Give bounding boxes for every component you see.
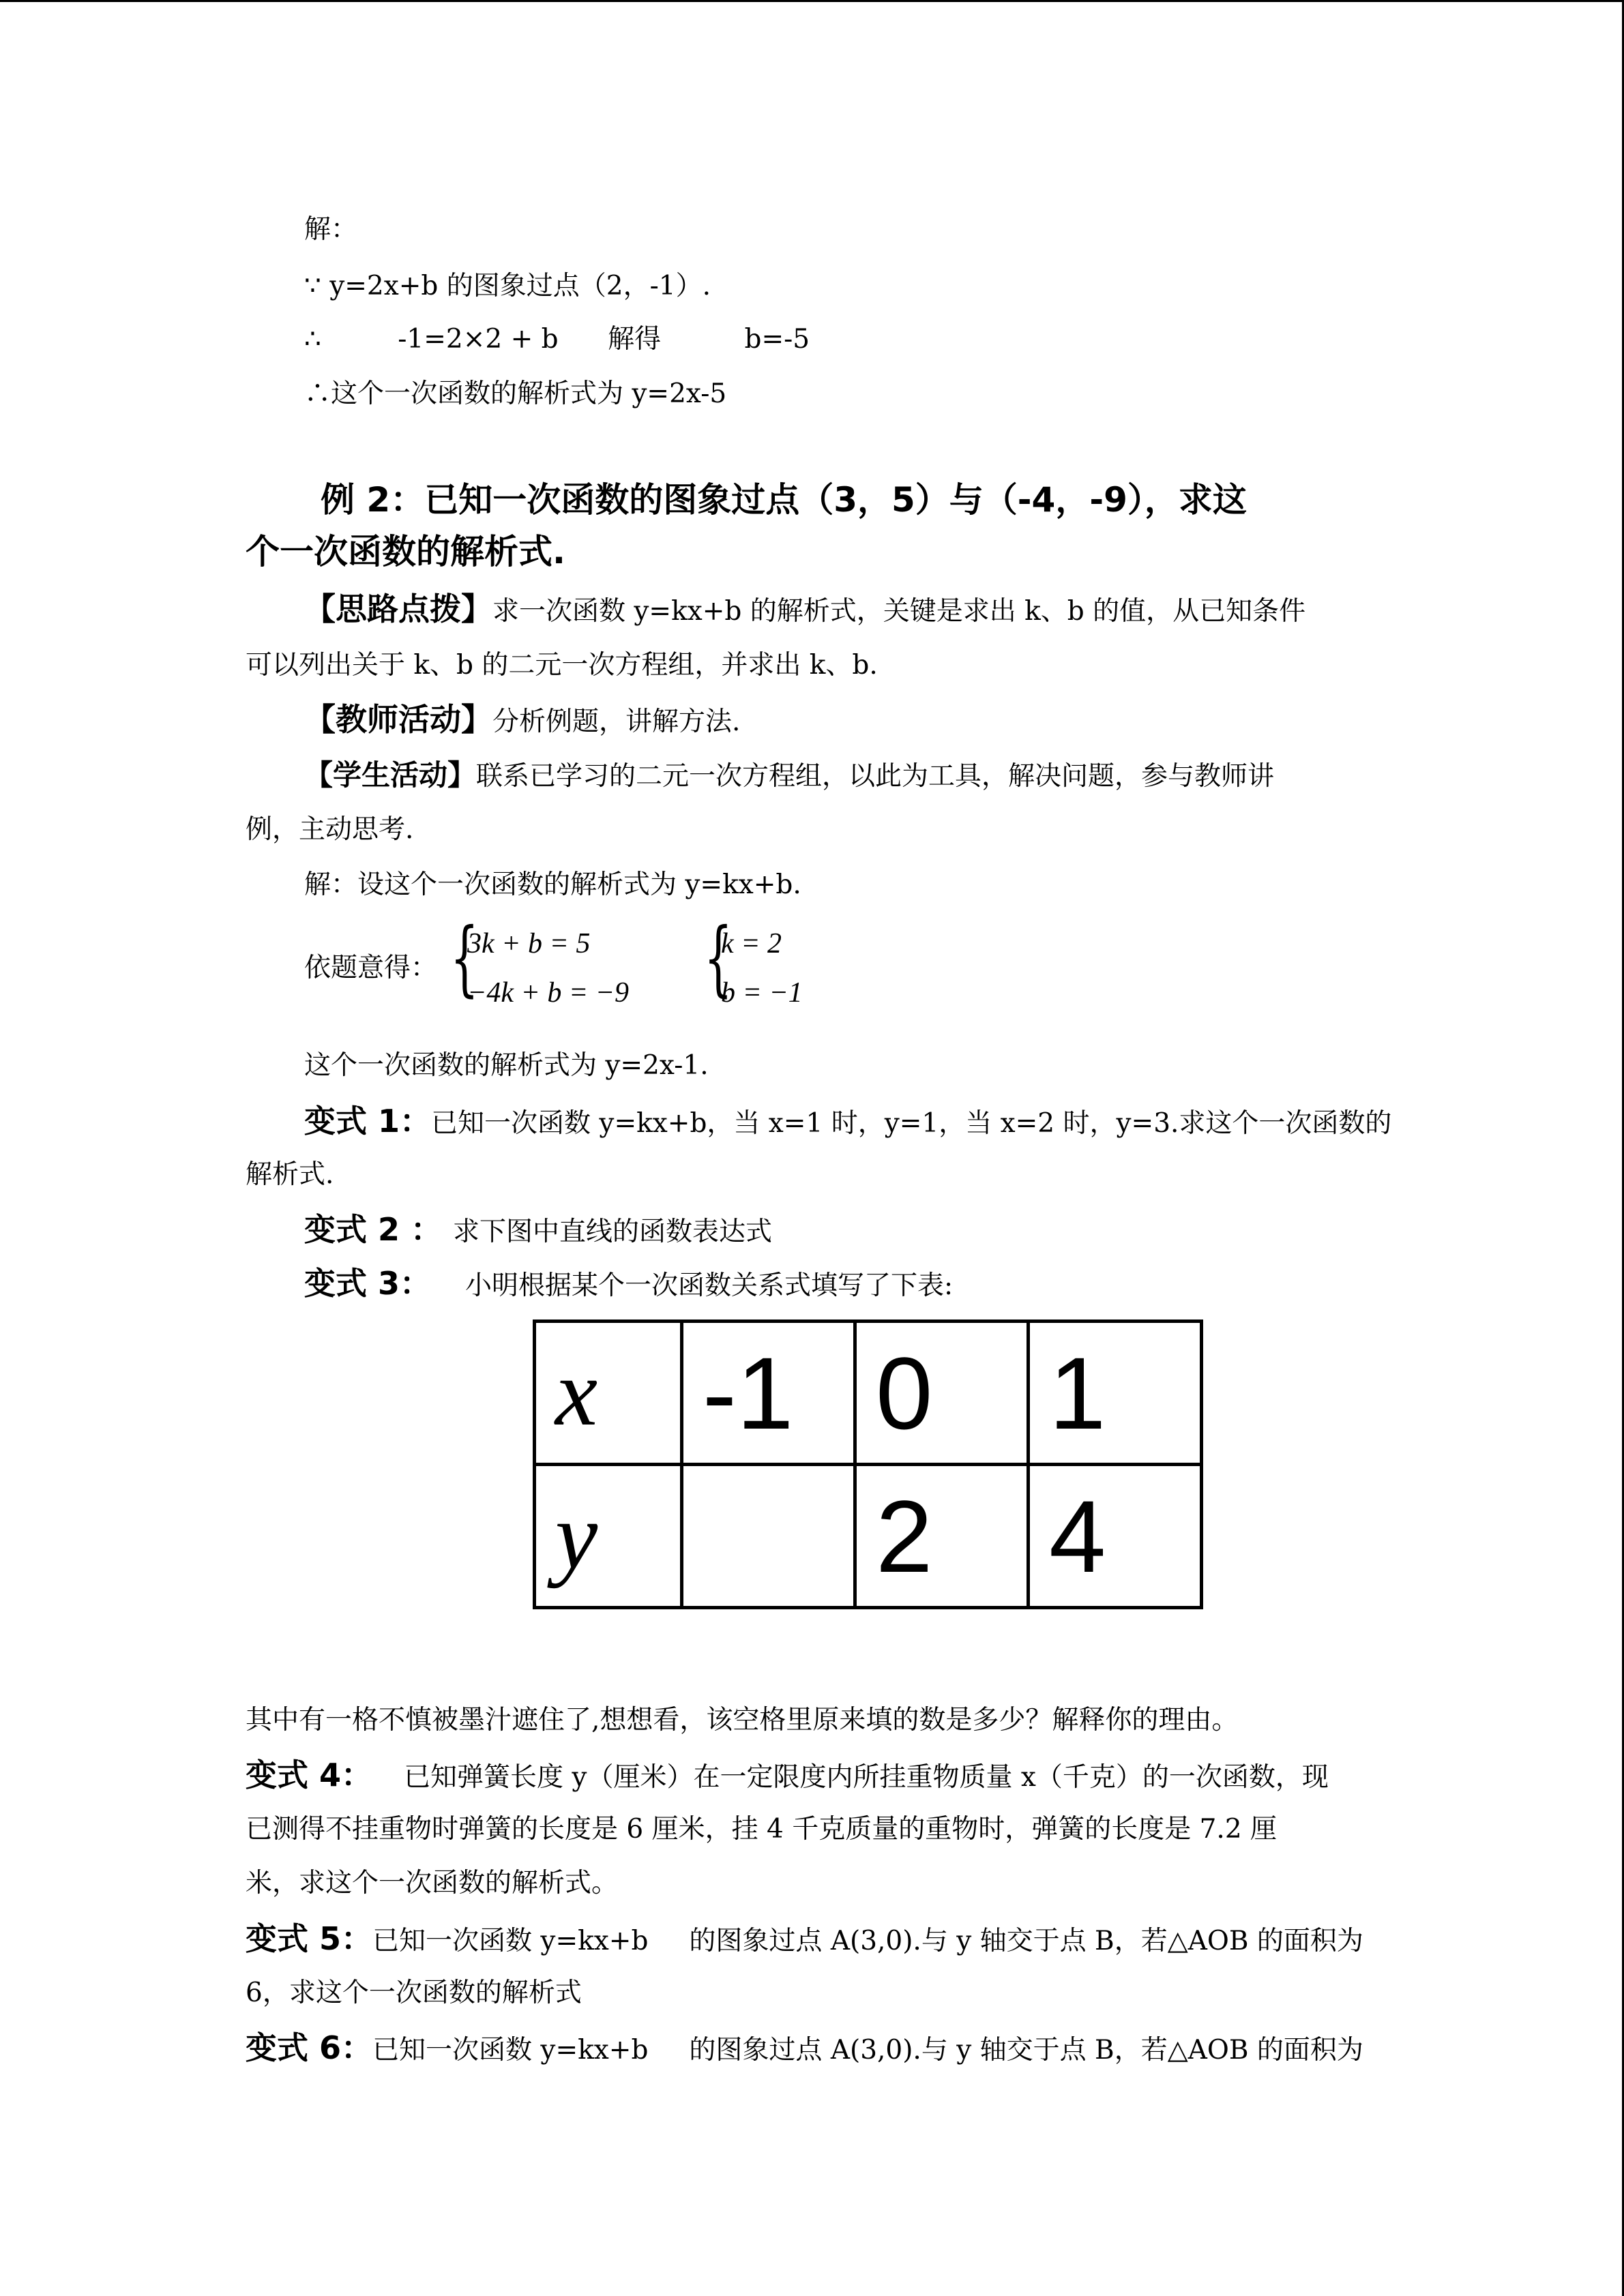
solution2-intro (304, 868, 801, 902)
table-x-value-2: 0 (855, 1322, 1029, 1465)
teacher-activity-text: 分析例题，讲解方法. (492, 706, 741, 737)
variant2-label: 变式 2 ： (304, 1211, 443, 1248)
solution2-result-text: 这个一次函数的解析式为 y=2x-1. (304, 1050, 709, 1081)
example2-heading-line1 (321, 479, 1247, 521)
solution1-solve-label: 解得 (608, 324, 662, 355)
student-activity-line2 (246, 813, 413, 847)
variant4-text1: 已知弹簧长度 y（厘米）在一定限度内所挂重物质量 x（千克）的一次函数，现 (404, 1762, 1329, 1793)
hint-label: 【思路点拨】 (304, 591, 492, 627)
table-x-value-1: -1 (682, 1322, 855, 1465)
solution2-intro-text: 解：设这个一次函数的解析式为 y=kx+b. (304, 869, 801, 900)
system2-eq1-text: k = 2 (721, 928, 782, 959)
variant5-line2 (246, 1976, 582, 2010)
solution1-l1-text: 解： (304, 214, 358, 245)
hint-line2 (246, 648, 878, 683)
solution1-line2 (304, 269, 711, 303)
table-x-label: x (535, 1322, 682, 1465)
variant2-line (304, 1212, 772, 1249)
example2-heading-text1: 例 2：已知一次函数的图象过点（3，5）与（-4，-9），求这 (321, 480, 1247, 520)
solution1-result-b: b=-5 (744, 324, 810, 355)
solution1-line4 (304, 377, 726, 411)
system2-eq2-text: b = −1 (721, 977, 803, 1009)
solution2-result (304, 1049, 709, 1083)
variant5-text1b: 的图象过点 A(3,0).与 y 轴交于点 B，若△AOB 的面积为 (689, 1926, 1363, 1956)
solution2-label-text: 依题意得： (304, 953, 438, 983)
student-activity-text1: 联系已学习的二元一次方程组，以此为工具，解决问题，参与教师讲 (476, 761, 1275, 792)
system2-eq2 (721, 968, 803, 1017)
system1-eq2-text: −4k + b = −9 (467, 977, 630, 1009)
example2-heading-text2: 个一次函数的解析式. (246, 532, 565, 571)
variant4-label: 变式 4： (246, 1757, 373, 1793)
variant1-label: 变式 1： (304, 1103, 432, 1139)
variant5-text2: 6，求这个一次函数的解析式 (246, 1978, 582, 2008)
variant6-text1: 已知一次函数 y=kx+b (372, 2035, 649, 2066)
variant2-text: 求下图中直线的函数表达式 (453, 1217, 773, 1247)
hint-line1 (304, 592, 1305, 629)
variant1-line1 (304, 1104, 1391, 1141)
example2-heading-line2 (246, 531, 565, 573)
hint-text2: 可以列出关于 k、b 的二元一次方程组，并求出 k、b. (246, 650, 878, 681)
after-table-text (246, 1703, 1238, 1738)
variant5-label: 变式 5： (246, 1920, 373, 1957)
variant3-text: 小明根据某个一次函数关系式填写了下表: (465, 1270, 954, 1301)
solution1-l2-text: ∵ y=2x+b 的图象过点（2，-1）. (304, 271, 711, 301)
solution1-equation: -1=2×2 + b (398, 324, 559, 355)
variant4-line3 (246, 1866, 618, 1900)
teacher-activity-line (304, 702, 740, 739)
table-y-value-2: 2 (855, 1465, 1029, 1608)
variant4-line1 (246, 1758, 1329, 1795)
table-x-value-3: 1 (1029, 1322, 1202, 1465)
system1-eq2 (467, 968, 629, 1017)
table-y-value-1-obscured (682, 1465, 855, 1608)
solution1-line3 (304, 323, 810, 357)
variant4-text2: 已测得不挂重物时弹簧的长度是 6 厘米，挂 4 千克质量的重物时，弹簧的长度是 7.2 厘 (246, 1814, 1278, 1845)
student-activity-label: 【学生活动】 (304, 758, 477, 792)
variant4-line2 (246, 1813, 1277, 1847)
page-border-top (0, 0, 1624, 2)
variant6-label: 变式 6： (246, 2029, 373, 2066)
system2-eq1 (721, 919, 782, 968)
table-y-value-3: 4 (1029, 1465, 1202, 1608)
student-activity-text2: 例，主动思考. (246, 814, 414, 845)
variant1-text1: 已知一次函数 y=kx+b，当 x=1 时，y=1，当 x=2 时，y=3.求这个一次函数的 (431, 1108, 1392, 1139)
solution2-label (304, 951, 437, 985)
variant4-text3: 米，求这个一次函数的解析式。 (246, 1868, 619, 1898)
variant1-text2: 解析式. (246, 1159, 334, 1190)
system1-eq1 (467, 919, 590, 968)
system1-eq1-text: 3k + b = 5 (467, 928, 591, 959)
variant3-label: 变式 3： (304, 1265, 432, 1302)
after-table-span: 其中有一格不慎被墨汁遮住了,想想看，该空格里原来填的数是多少？解释你的理由。 (246, 1705, 1239, 1735)
variant6-text1b: 的图象过点 A(3,0).与 y 轴交于点 B，若△AOB 的面积为 (689, 2035, 1363, 2066)
solution1-l4-text: ∴这个一次函数的解析式为 y=2x-5 (304, 378, 727, 409)
variant1-line2 (246, 1158, 334, 1192)
table-row-y (535, 1465, 1202, 1608)
value-table (533, 1320, 1203, 1609)
table-row-x (535, 1322, 1202, 1465)
system1-brace: { (450, 911, 479, 1006)
student-activity-line1 (304, 758, 1274, 794)
therefore-symbol: ∴ (304, 324, 321, 355)
system2-brace: { (704, 911, 733, 1006)
variant5-text1: 已知一次函数 y=kx+b (372, 1926, 649, 1956)
variant5-line1 (246, 1922, 1363, 1958)
hint-text1: 求一次函数 y=kx+b 的解析式，关键是求出 k、b 的值，从已知条件 (492, 596, 1306, 627)
variant6-line1 (246, 2031, 1363, 2068)
teacher-activity-label: 【教师活动】 (304, 701, 492, 738)
solution1-line1 (304, 213, 357, 247)
variant3-line (304, 1266, 953, 1303)
table-y-label: y (535, 1465, 682, 1608)
